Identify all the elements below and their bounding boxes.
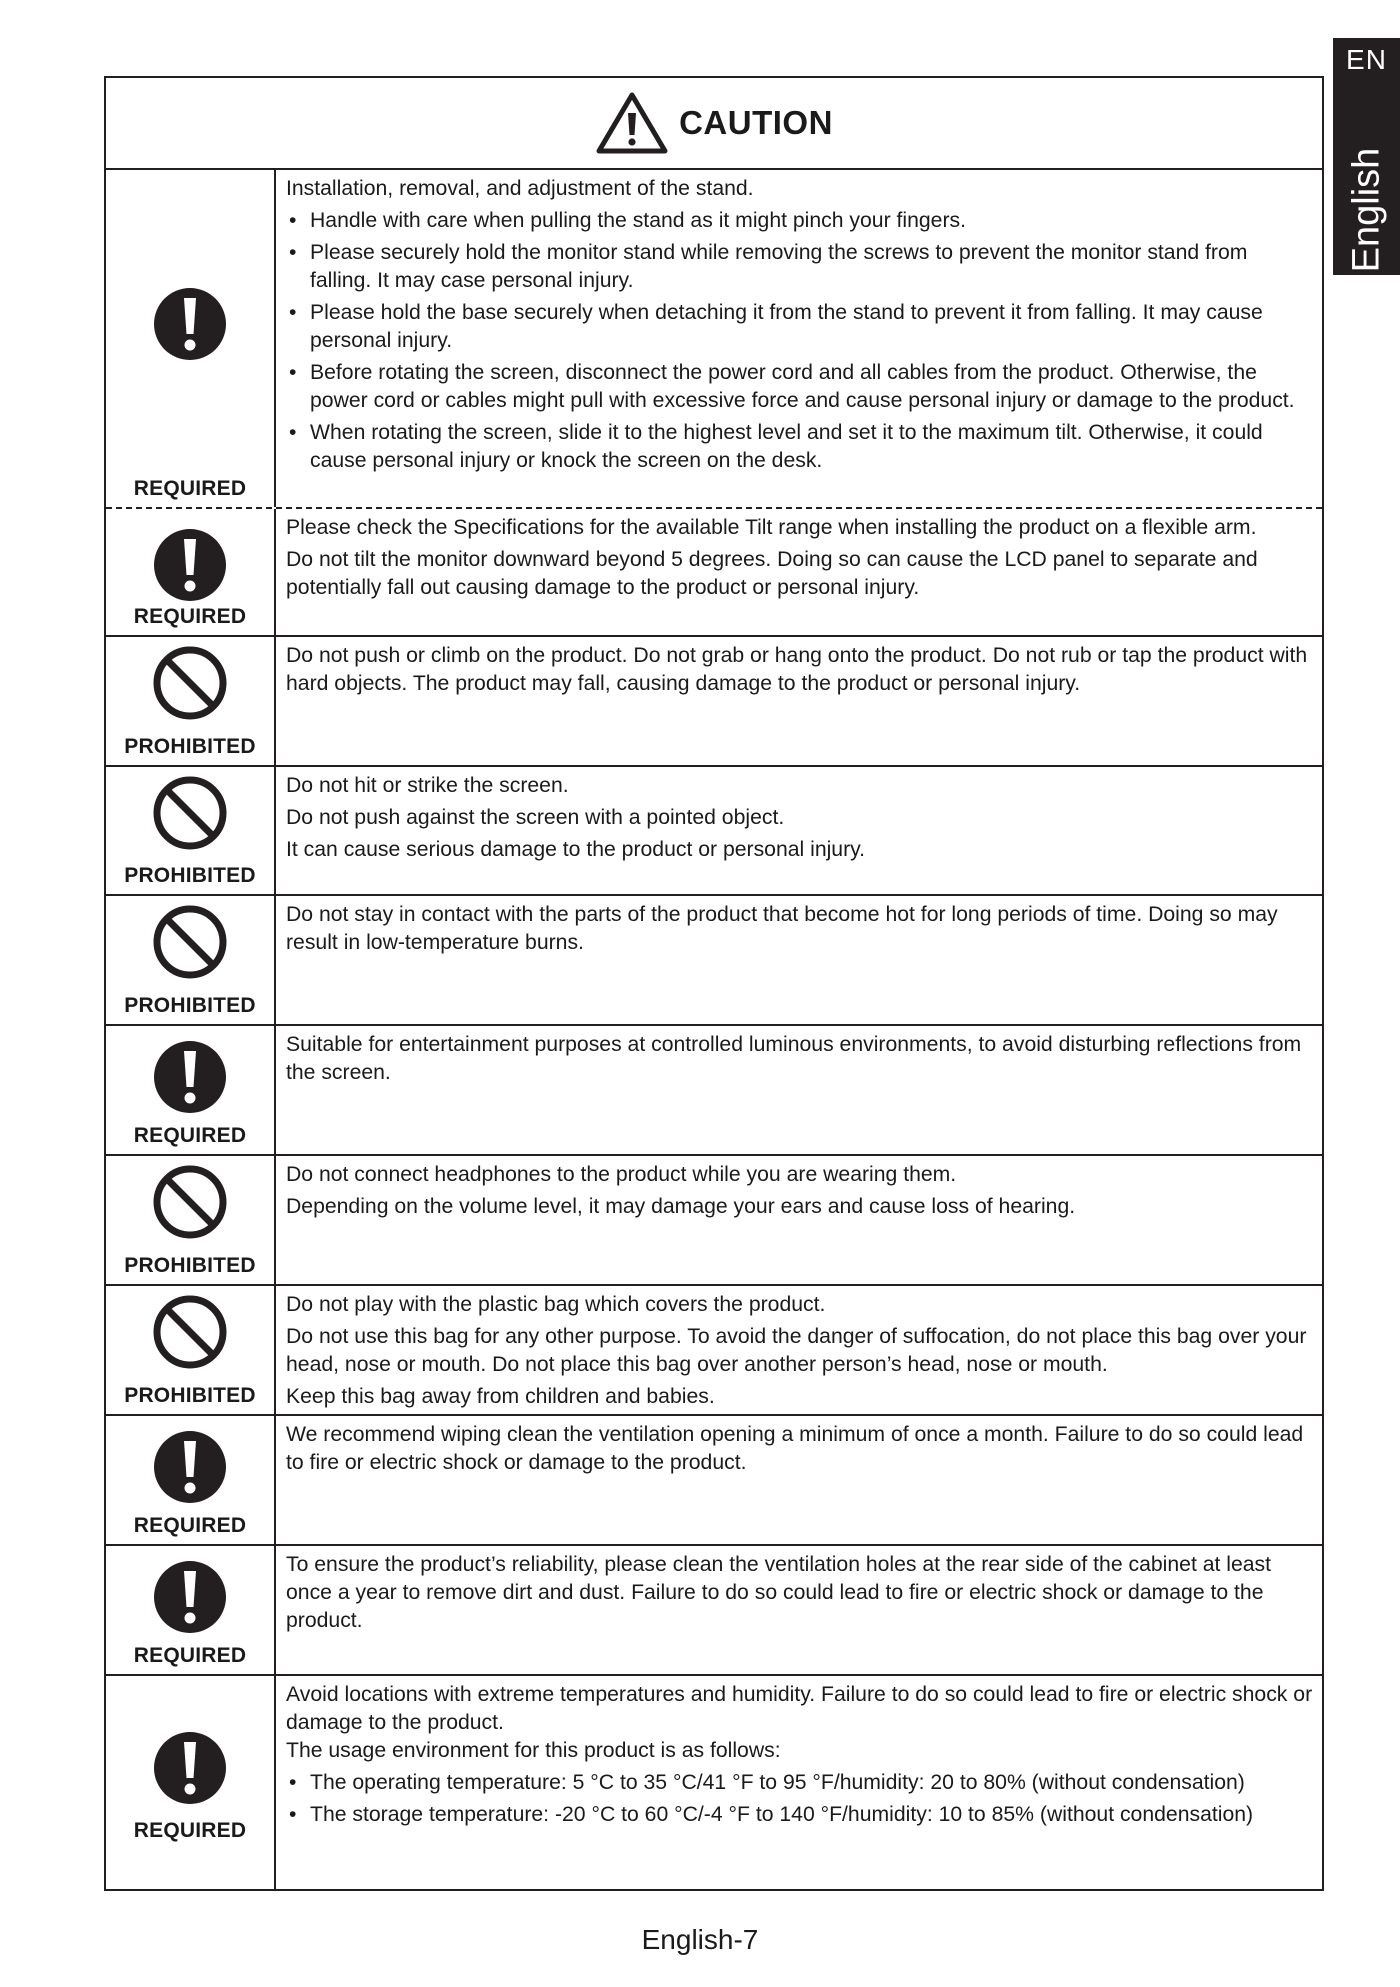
- required-icon: [152, 1559, 228, 1635]
- row-paragraph: Suitable for entertainment purposes at controlled luminous environments, to avoid disturbing reflections from the screen.: [286, 1033, 1302, 1084]
- list-item: • Handle with care when pulling the stand as it might pinch your fingers.: [286, 207, 1314, 235]
- row-paragraph: Please check the Specifications for the available Tilt range when installing the product on a flexible arm.: [286, 516, 1257, 539]
- prohibited-icon: [152, 1294, 228, 1370]
- list-item: • The storage temperature: -20 °C to 60 °C/-4 °F to 140 °F/humidity: 10 to 85% (without condensation): [286, 1801, 1314, 1829]
- required-icon: [152, 1429, 228, 1505]
- bullet-list: [286, 1769, 1314, 1829]
- row-paragraph: The usage environment for this product is as follows:: [286, 1739, 781, 1762]
- row-text: [276, 1286, 1322, 1414]
- page-number: English-7: [641, 1924, 759, 1955]
- list-item: • The operating temperature: 5 °C to 35 °C/41 °F to 95 °F/humidity: 20 to 80% (without condensation): [286, 1769, 1314, 1797]
- row-text: [276, 1676, 1322, 1889]
- row-paragraph: Installation, removal, and adjustment of the stand.: [286, 177, 754, 200]
- row-paragraph: Do not stay in contact with the parts of the product that become hot for long periods of time. Doing so may result in low-temperature burns.: [286, 903, 1278, 954]
- list-item: • When rotating the screen, slide it to the highest level and set it to the maximum tilt. Otherwise, it could cause personal injury or knock the screen on the desk.: [286, 419, 1314, 475]
- row-paragraph: Do not connect headphones to the product while you are wearing them.: [286, 1163, 957, 1186]
- row-icon-cell: [106, 1546, 276, 1674]
- list-item: • Before rotating the screen, disconnect the power cord and all cables from the product. Otherwise, the power cord or cables might pull with excessive force and cause personal injury or damage to the product.: [286, 359, 1314, 415]
- warning-triangle-icon: [595, 91, 669, 155]
- row-paragraph: Avoid locations with extreme temperatures and humidity. Failure to do so could lead to fire or electric shock or damage to the product.: [286, 1683, 1313, 1734]
- caution-row: [106, 1286, 1322, 1416]
- caution-table: [104, 76, 1324, 1891]
- row-icon-cell: [106, 1416, 276, 1544]
- row-icon-cell: [106, 1026, 276, 1154]
- row-text: [276, 637, 1322, 765]
- row-text: [276, 170, 1322, 507]
- prohibited-icon: [152, 775, 228, 851]
- row-icon-cell: [106, 637, 276, 765]
- row-text: [276, 1546, 1322, 1674]
- row-icon-cell: [106, 1676, 276, 1889]
- prohibited-icon: [152, 645, 228, 721]
- required-icon: [152, 286, 228, 362]
- row-paragraph: Depending on the volume level, it may damage your ears and cause loss of hearing.: [286, 1195, 1076, 1218]
- language-code: EN: [1346, 44, 1387, 75]
- caution-row: [106, 1676, 1322, 1889]
- caution-row: [106, 896, 1322, 1026]
- row-paragraph: To ensure the product’s reliability, please clean the ventilation holes at the rear side of the cabinet at least once a year to remove dirt and dust. Failure to do so could lead to fire or electric shock or damage to the product.: [286, 1553, 1272, 1632]
- row-text: [276, 1416, 1322, 1544]
- row-label: REQUIRED: [133, 1819, 247, 1842]
- row-label: REQUIRED: [133, 477, 247, 500]
- prohibited-icon: [152, 1164, 228, 1240]
- row-label: REQUIRED: [133, 1124, 247, 1147]
- row-paragraph: It can cause serious damage to the product or personal injury.: [286, 838, 866, 861]
- required-icon: [152, 527, 228, 603]
- required-icon: [152, 1039, 228, 1115]
- list-item: • Please hold the base securely when detaching it from the stand to prevent it from falling. It may cause personal injury.: [286, 299, 1314, 355]
- row-label: PROHIBITED: [124, 1384, 256, 1407]
- row-paragraph: Do not tilt the monitor downward beyond 5 degrees. Doing so can cause the LCD panel to separate and potentially fall out causing damage to the product or personal injury.: [286, 548, 1258, 599]
- caution-row: [106, 170, 1322, 509]
- row-label: REQUIRED: [133, 1644, 247, 1667]
- language-name: English: [1345, 147, 1388, 273]
- row-label: PROHIBITED: [124, 864, 256, 887]
- row-text: [276, 767, 1322, 894]
- row-paragraph: Do not push or climb on the product. Do not grab or hang onto the product. Do not rub or tap the product with hard objects. The product may fall, causing damage to the product or personal injury.: [286, 644, 1308, 695]
- row-label: PROHIBITED: [124, 994, 256, 1017]
- language-tab: [1333, 38, 1400, 275]
- list-item: • Please securely hold the monitor stand while removing the screws to prevent the monitor stand from falling. It may case personal injury.: [286, 239, 1314, 295]
- caution-row: [106, 767, 1322, 896]
- row-text: [276, 509, 1322, 635]
- row-label: PROHIBITED: [124, 735, 256, 758]
- row-paragraph: Do not play with the plastic bag which covers the product.: [286, 1293, 826, 1316]
- row-text: [276, 1026, 1322, 1154]
- row-paragraph: Do not use this bag for any other purpose. To avoid the danger of suffocation, do not place this bag over your head, nose or mouth. Do not place this bag over another person’s head, nose or mouth.: [286, 1325, 1307, 1376]
- caution-row: [106, 1156, 1322, 1286]
- row-text: [276, 1156, 1322, 1284]
- caution-row: [106, 637, 1322, 767]
- bullet-list: [286, 207, 1314, 475]
- row-icon-cell: [106, 1286, 276, 1414]
- row-icon-cell: [106, 767, 276, 894]
- prohibited-icon: [152, 904, 228, 980]
- row-label: REQUIRED: [133, 1514, 247, 1537]
- row-paragraph: Do not push against the screen with a pointed object.: [286, 806, 785, 829]
- row-paragraph: Keep this bag away from children and babies.: [286, 1385, 715, 1408]
- caution-row: [106, 1546, 1322, 1676]
- row-icon-cell: [106, 170, 276, 507]
- row-label: PROHIBITED: [124, 1254, 256, 1277]
- row-label: REQUIRED: [133, 605, 247, 628]
- caution-title: CAUTION: [679, 104, 833, 141]
- row-paragraph: We recommend wiping clean the ventilation opening a minimum of once a month. Failure to do so could lead to fire or electric shock or damage to the product.: [286, 1423, 1304, 1474]
- caution-header: [106, 78, 1322, 170]
- row-icon-cell: [106, 509, 276, 635]
- row-icon-cell: [106, 1156, 276, 1284]
- caution-row: [106, 509, 1322, 637]
- caution-row: [106, 1026, 1322, 1156]
- caution-row: [106, 1416, 1322, 1546]
- row-text: [276, 896, 1322, 1024]
- row-paragraph: Do not hit or strike the screen.: [286, 774, 569, 797]
- required-icon: [152, 1730, 228, 1806]
- row-icon-cell: [106, 896, 276, 1024]
